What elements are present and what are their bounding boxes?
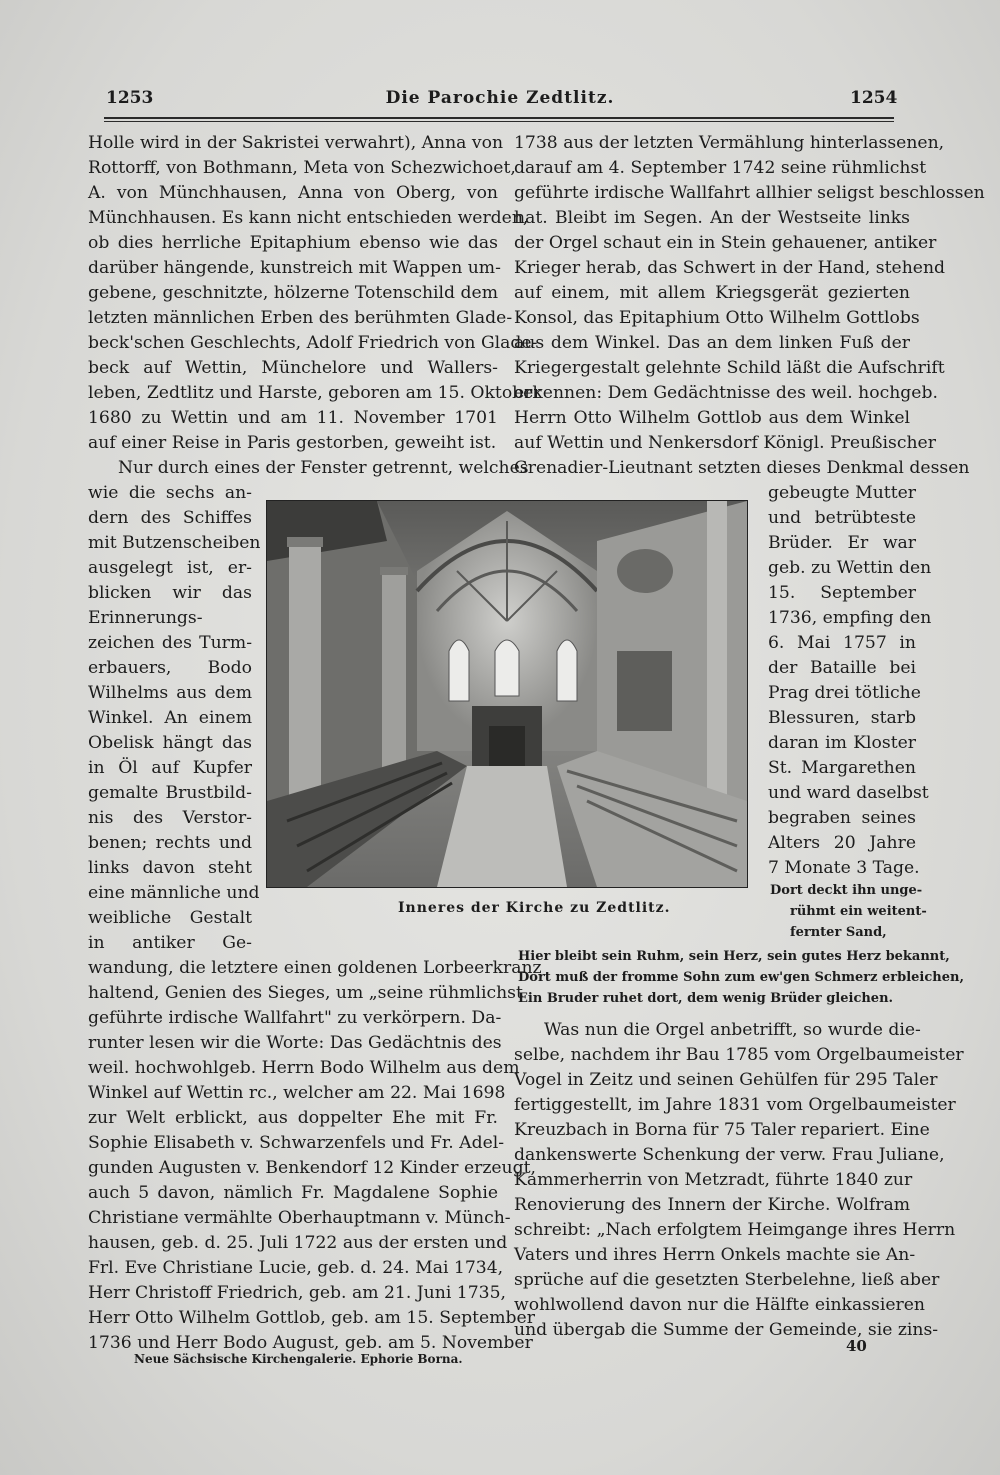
text-line: gemalte Brustbild- — [88, 783, 252, 803]
text-line: und betrübteste — [768, 508, 916, 528]
text-line: Münchhausen. Es kann nicht entschieden werden, — [88, 208, 529, 228]
text-line: auf einer Reise in Paris gestorben, geweiht ist. — [88, 433, 497, 453]
verse-line: Dort muß der fromme Sohn zum ew'gen Schmerz erbleichen, — [518, 970, 964, 985]
text-line: in antiker Ge- — [88, 933, 252, 953]
signature-number: 40 — [846, 1337, 867, 1355]
text-line: blicken wir das — [88, 583, 252, 603]
verse-line: Ein Bruder ruhet dort, dem wenig Brüder gleichen. — [518, 991, 894, 1006]
text-line: darüber hängende, kunstreich mit Wappen um- — [88, 258, 501, 278]
text-line: auf einem, mit allem Kriegsgerät gezierten — [514, 283, 910, 303]
text-line: schreibt: „Nach erfolgtem Heimgange ihres Herrn — [514, 1220, 956, 1240]
text-line: mit Butzenscheiben — [88, 533, 261, 553]
text-line: und ward daselbst — [768, 783, 929, 803]
text-line: ausgelegt ist, er- — [88, 558, 252, 578]
church-interior-photo — [266, 500, 748, 888]
verse-line: fernter Sand, — [790, 925, 887, 940]
text-line: haltend, Genien des Sieges, um „seine rühmlichst — [88, 983, 523, 1003]
text-line: begraben seines — [768, 808, 916, 828]
text-line: weibliche Gestalt — [88, 908, 252, 928]
text-line: Alters 20 Jahre — [768, 833, 916, 853]
text-line: Herr Christoff Friedrich, geb. am 21. Juni 1735, — [88, 1283, 506, 1303]
text-line: und übergab die Summe der Gemeinde, sie zins- — [514, 1320, 939, 1340]
text-line: erbauers, Bodo — [88, 658, 252, 678]
verse-line: Dort deckt ihn unge- — [770, 883, 923, 898]
text-line: ob dies herrliche Epitaphium ebenso wie das — [88, 233, 498, 253]
page-number-right: 1254 — [850, 88, 898, 108]
text-line: zeichen des Turm- — [88, 633, 252, 653]
text-line: eine männliche und — [88, 883, 260, 903]
text-line: Krieger herab, das Schwert in der Hand, stehend — [514, 258, 946, 278]
text-line: runter lesen wir die Worte: Das Gedächtnis des — [88, 1033, 502, 1053]
text-line: links davon steht — [88, 858, 252, 878]
text-line: Erinnerungs- — [88, 608, 203, 628]
text-line: Christiane vermählte Oberhauptmann v. Münch- — [88, 1208, 511, 1228]
text-line: Wilhelms aus dem — [88, 683, 252, 703]
text-line: weil. hochwohlgeb. Herrn Bodo Wilhelm aus dem — [88, 1058, 520, 1078]
text-line: aus dem Winkel. Das an dem linken Fuß der — [514, 333, 910, 353]
text-line: Obelisk hängt das — [88, 733, 252, 753]
text-line: nis des Verstor- — [88, 808, 252, 828]
text-line: selbe, nachdem ihr Bau 1785 vom Orgelbaumeister — [514, 1045, 964, 1065]
text-line: 15. September — [768, 583, 916, 603]
text-line: 1736 und Herr Bodo August, geb. am 5. November — [88, 1333, 533, 1353]
text-line: erkennen: Dem Gedächtnisse des weil. hochgeb. — [514, 383, 938, 403]
text-line: Kreuzbach in Borna für 75 Taler repariert. Eine — [514, 1120, 930, 1140]
text-line: der Orgel schaut ein in Stein gehauener, antiker — [514, 233, 937, 253]
text-line: wohlwollend davon nur die Hälfte einkassieren — [514, 1295, 925, 1315]
header-rule-thin — [104, 121, 894, 122]
text-line: daran im Kloster — [768, 733, 916, 753]
text-line: wandung, die letztere einen goldenen Lorbeerkranz — [88, 958, 542, 978]
text-line: Vaters und ihres Herrn Onkels machte sie An- — [514, 1245, 916, 1265]
text-line: geb. zu Wettin den — [768, 558, 932, 578]
text-line: wie die sechs an- — [88, 483, 252, 503]
text-line: 6. Mai 1757 in — [768, 633, 916, 653]
page-number-left: 1253 — [106, 88, 154, 108]
text-line: leben, Zedtlitz und Harste, geboren am 15. Oktober — [88, 383, 542, 403]
text-line: Was nun die Orgel anbetrifft, so wurde die- — [544, 1020, 921, 1040]
text-line: Herrn Otto Wilhelm Gottlob aus dem Winkel — [514, 408, 910, 428]
text-line: 1736, empfing den — [768, 608, 932, 628]
text-line: Kriegergestalt gelehnte Schild läßt die Aufschrift — [514, 358, 945, 378]
running-title: Die Parochie Zedtlitz. — [385, 88, 615, 108]
text-line: Vogel in Zeitz und seinen Gehülfen für 295 Taler — [514, 1070, 938, 1090]
text-line: Grenadier-Lieutnant setzten dieses Denkmal dessen — [514, 458, 970, 478]
text-line: Frl. Eve Christiane Lucie, geb. d. 24. Mai 1734, — [88, 1258, 504, 1278]
footer-note: Neue Sächsische Kirchengalerie. Ephorie Borna. — [134, 1352, 463, 1366]
text-line: 1680 zu Wettin und am 11. November 1701 — [88, 408, 498, 428]
text-line: hat. Bleibt im Segen. An der Westseite links — [514, 208, 910, 228]
text-line: darauf am 4. September 1742 seine rühmlichst — [514, 158, 927, 178]
text-line: beck auf Wettin, Münchelore und Wallers- — [88, 358, 498, 378]
text-line: Blessuren, starb — [768, 708, 916, 728]
text-line: Konsol, das Epitaphium Otto Wilhelm Gottlobs — [514, 308, 920, 328]
text-line: zur Welt erblickt, aus doppelter Ehe mit Fr. — [88, 1108, 498, 1128]
text-line: fertiggestellt, im Jahre 1831 vom Orgelbaumeister — [514, 1095, 956, 1115]
text-line: Prag drei tötliche — [768, 683, 921, 703]
text-line: auf Wettin und Nenkersdorf Königl. Preußischer — [514, 433, 936, 453]
text-line: gebene, geschnitzte, hölzerne Totenschild dem — [88, 283, 498, 303]
text-line: geführte irdische Wallfahrt allhier seligst beschlossen — [514, 183, 985, 203]
text-line: Holle wird in der Sakristei verwahrt), Anna von — [88, 133, 504, 153]
verse-line: rühmt ein weitent- — [790, 904, 927, 919]
text-line: gebeugte Mutter — [768, 483, 916, 503]
header-rule — [104, 117, 894, 119]
text-line: Winkel auf Wettin rc., welcher am 22. Mai 1698 — [88, 1083, 506, 1103]
text-line: der Bataille bei — [768, 658, 916, 678]
text-line: Nur durch eines der Fenster getrennt, welches — [118, 458, 529, 478]
text-line: 7 Monate 3 Tage. — [768, 858, 920, 878]
text-line: beck'schen Geschlechts, Adolf Friedrich von Glade- — [88, 333, 538, 353]
text-line: Sophie Elisabeth v. Schwarzenfels und Fr. Adel- — [88, 1133, 505, 1153]
text-line: Brüder. Er war — [768, 533, 916, 553]
text-line: A. von Münchhausen, Anna von Oberg, von — [88, 183, 498, 203]
text-line: benen; rechts und — [88, 833, 252, 853]
text-line: Herr Otto Wilhelm Gottlob, geb. am 15. September — [88, 1308, 535, 1328]
text-line: 1738 aus der letzten Vermählung hinterlassenen, — [514, 133, 945, 153]
text-line: sprüche auf die gesetzten Sterbelehne, ließ aber — [514, 1270, 940, 1290]
text-line: St. Margarethen — [768, 758, 916, 778]
text-line: dankenswerte Schenkung der verw. Frau Juliane, — [514, 1145, 945, 1165]
text-line: geführte irdische Wallfahrt" zu verkörpern. Da- — [88, 1008, 502, 1028]
text-line: letzten männlichen Erben des berühmten Glade- — [88, 308, 513, 328]
text-line: dern des Schiffes — [88, 508, 252, 528]
text-line: Winkel. An einem — [88, 708, 252, 728]
text-line: gunden Augusten v. Benkendorf 12 Kinder erzeugt, — [88, 1158, 536, 1178]
text-line: Rottorff, von Bothmann, Meta von Schezwichoet, — [88, 158, 516, 178]
text-line: Kammerherrin von Metzradt, führte 1840 zur — [514, 1170, 913, 1190]
figure-caption: Inneres der Kirche zu Zedtlitz. — [398, 900, 671, 916]
text-line: in Öl auf Kupfer — [88, 758, 252, 778]
text-line: hausen, geb. d. 25. Juli 1722 aus der ersten und — [88, 1233, 508, 1253]
text-line: auch 5 davon, nämlich Fr. Magdalene Sophie — [88, 1183, 498, 1203]
text-line: Renovierung des Innern der Kirche. Wolfram — [514, 1195, 910, 1215]
verse-line: Hier bleibt sein Ruhm, sein Herz, sein gutes Herz bekannt, — [518, 949, 950, 964]
